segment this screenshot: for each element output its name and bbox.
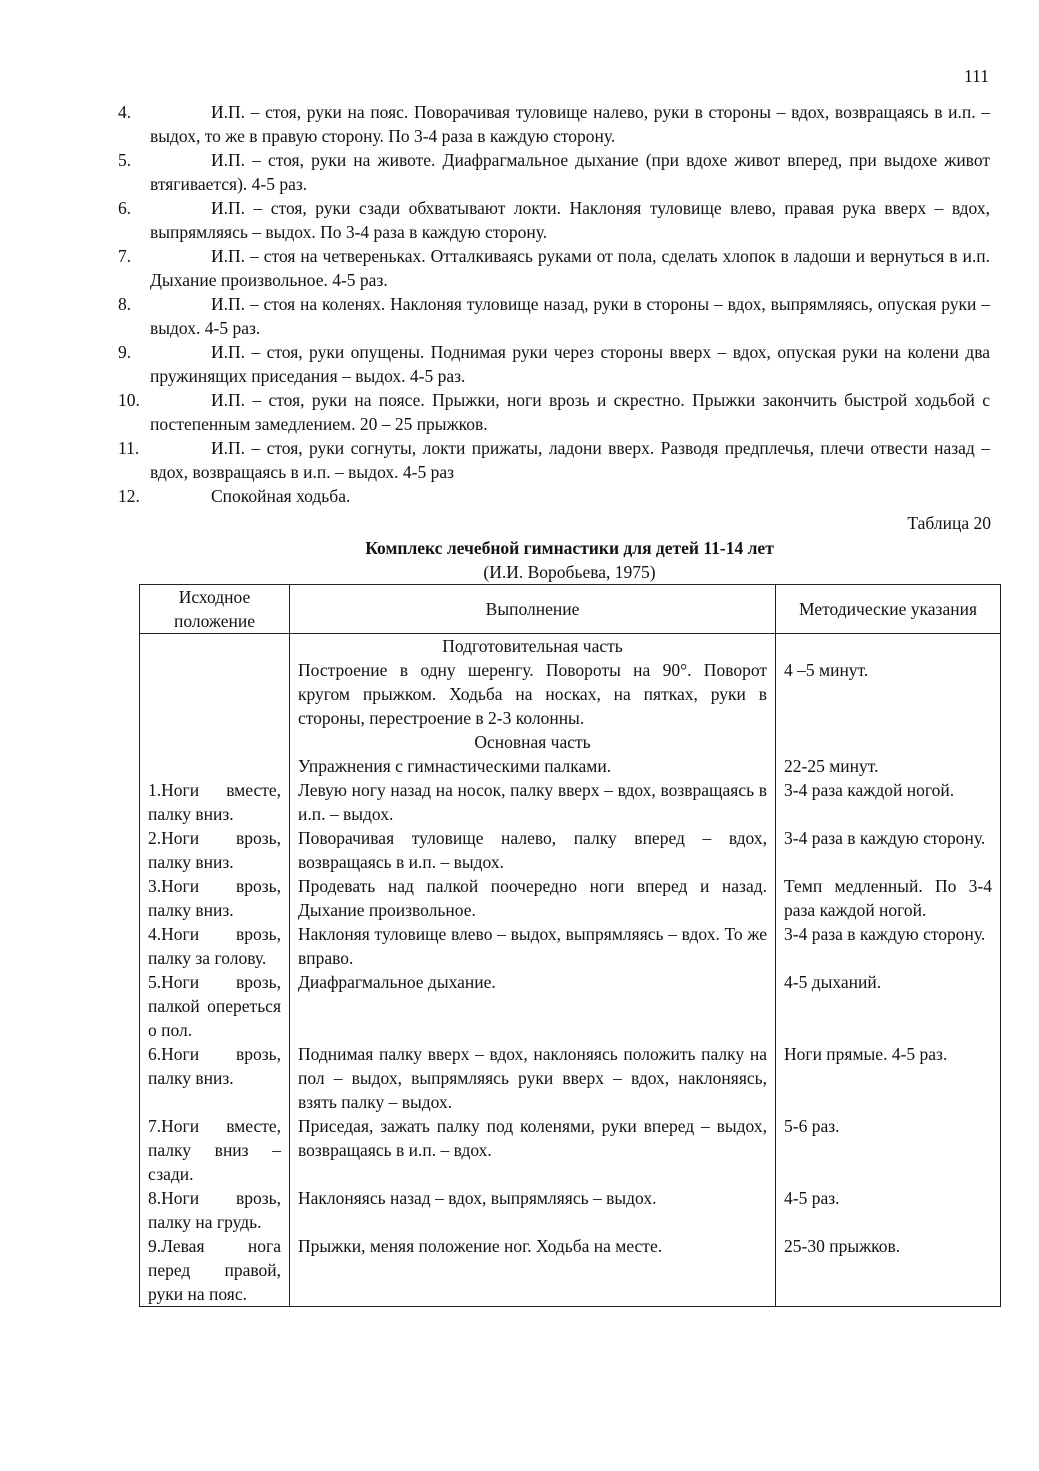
- cell-note: 3-4 раза в каждую сторону.: [776, 826, 1001, 874]
- table-row: [140, 1234, 1001, 1307]
- cell-execution: Наклоняя туловище влево – выдох, выпрямляясь – вдох. То же вправо.: [290, 922, 776, 970]
- item-text: И.П. – стоя, руки сзади обхватывают локти. Наклоняя туловище влево, правая рука вверх – вдох, выпрямляясь – выдох. По 3-4 раза в каждую сторону.: [150, 198, 990, 242]
- section-heading-main: Основная часть: [290, 730, 776, 754]
- cell-note: 5-6 раз.: [776, 1114, 1001, 1186]
- exercise-list: [118, 100, 990, 508]
- cell-execution: Продевать над палкой поочередно ноги вперед и назад. Дыхание произвольное.: [290, 874, 776, 922]
- table-row: [140, 826, 1001, 874]
- cell-empty: [140, 730, 290, 754]
- table-label: Таблица 20: [907, 513, 991, 533]
- cell-note: 4-5 раз.: [776, 1186, 1001, 1234]
- main-intro: Упражнения с гимнастическими палками.: [290, 754, 776, 778]
- cell-note: 25-30 прыжков.: [776, 1234, 1001, 1307]
- item-number: 12.: [118, 486, 140, 506]
- table-row: [140, 1186, 1001, 1234]
- item-text: И.П. – стоя, руки опущены. Поднимая руки через стороны вверх – вдох, опуская руки на колени два пружинящих приседания – выдох. 4-5 раз.: [150, 342, 990, 386]
- cell-execution: Поднимая палку вверх – вдох, наклоняясь положить палку на пол – выдох, выпрямляясь руки вверх – вдох, наклоняясь, взять палку – выдох.: [290, 1042, 776, 1114]
- list-item: [118, 292, 990, 340]
- header-guidelines: Методические указания: [776, 585, 1001, 634]
- cell-position: 4.Ноги врозь, палку за голову.: [140, 922, 290, 970]
- section-heading-prep: Подготовительная часть: [290, 634, 776, 659]
- item-number: 10.: [118, 390, 140, 410]
- table-row: [140, 1114, 1001, 1186]
- cell-empty: [140, 658, 290, 730]
- cell-note: Ноги прямые. 4-5 раз.: [776, 1042, 1001, 1114]
- page-number: 111: [964, 66, 989, 86]
- cell-position: 5.Ноги врозь, палкой опереться о пол.: [140, 970, 290, 1042]
- list-item: [118, 148, 990, 196]
- cell-position: 8.Ноги врозь, палку на грудь.: [140, 1186, 290, 1234]
- prep-text: Построение в одну шеренгу. Повороты на 90°. Поворот кругом прыжком. Ходьба на носках, на пятках, руки в стороны, перестроение в 2-3 колонны.: [290, 658, 776, 730]
- cell-empty: [140, 754, 290, 778]
- cell-position: 2.Ноги врозь, палку вниз.: [140, 826, 290, 874]
- cell-execution: Левую ногу назад на носок, палку вверх – вдох, возвращаясь в и.п. – выдох.: [290, 778, 776, 826]
- cell-position: 3.Ноги врозь, палку вниз.: [140, 874, 290, 922]
- item-number: 4.: [118, 102, 132, 122]
- cell-execution: Прыжки, меняя положение ног. Ходьба на месте.: [290, 1234, 776, 1307]
- table-row: [140, 922, 1001, 970]
- cell-empty: [776, 634, 1001, 659]
- table-title: Комплекс лечебной гимнастики для детей 11-14 лет: [365, 538, 774, 558]
- cell-empty: [776, 730, 1001, 754]
- table-row-prep: [140, 658, 1001, 730]
- header-execution: Выполнение: [290, 585, 776, 634]
- cell-execution: Приседая, зажать палку под коленями, руки вперед – выдох, возвращаясь в и.п. – вдох.: [290, 1114, 776, 1186]
- table-row: [140, 778, 1001, 826]
- table-subtitle: (И.И. Воробьева, 1975): [483, 562, 656, 582]
- cell-note: 4-5 дыханий.: [776, 970, 1001, 1042]
- item-number: 8.: [118, 294, 132, 314]
- exercise-table: [139, 584, 1001, 1307]
- cell-note: 3-4 раза в каждую сторону.: [776, 922, 1001, 970]
- item-text: И.П. – стоя, руки согнуты, локти прижаты, ладони вверх. Разводя предплечья, плечи отвести назад – вдох, возвращаясь в и.п. – выдох. 4-5 раз: [150, 438, 990, 482]
- list-item: [118, 196, 990, 244]
- table-row: [140, 874, 1001, 922]
- list-item: [118, 100, 990, 148]
- table-row: [140, 1042, 1001, 1114]
- list-item: [118, 340, 990, 388]
- list-item: [118, 484, 990, 508]
- table-row-prep-heading: [140, 634, 1001, 659]
- list-item: [118, 436, 990, 484]
- cell-note: Темп медленный. По 3-4 раза каждой ногой.: [776, 874, 1001, 922]
- prep-note: 4 –5 минут.: [776, 658, 1001, 730]
- cell-empty: [140, 634, 290, 659]
- cell-position: 1.Ноги вместе, палку вниз.: [140, 778, 290, 826]
- item-number: 5.: [118, 150, 132, 170]
- item-text: Спокойная ходьба.: [211, 486, 351, 506]
- table-row: [140, 970, 1001, 1042]
- cell-position: 6.Ноги врозь, палку вниз.: [140, 1042, 290, 1114]
- item-text: И.П. – стоя, руки на животе. Диафрагмальное дыхание (при вдохе живот вперед, при выдохе живот втягивается). 4-5 раз.: [150, 150, 990, 194]
- item-number: 11.: [118, 438, 140, 458]
- item-number: 7.: [118, 246, 132, 266]
- item-number: 6.: [118, 198, 132, 218]
- list-item: [118, 388, 990, 436]
- item-text: И.П. – стоя на коленях. Наклоняя туловище назад, руки в стороны – вдох, выпрямляясь, опуская руки – выдох. 4-5 раз.: [150, 294, 990, 338]
- cell-position: 7.Ноги вместе, палку вниз – сзади.: [140, 1114, 290, 1186]
- main-intro-note: 22-25 минут.: [776, 754, 1001, 778]
- cell-execution: Наклоняясь назад – вдох, выпрямляясь – выдох.: [290, 1186, 776, 1234]
- list-item: [118, 244, 990, 292]
- item-text: И.П. – стоя, руки на поясе. Прыжки, ноги врозь и скрестно. Прыжки закончить быстрой ходьбой с постепенным замедлением. 20 – 25 прыжков.: [150, 390, 990, 434]
- table-header-row: [140, 585, 1001, 634]
- item-text: И.П. – стоя на четвереньках. Отталкиваясь руками от пола, сделать хлопок в ладоши и вернуться в и.п. Дыхание произвольное. 4-5 раз.: [150, 246, 990, 290]
- table-row-main-heading: [140, 730, 1001, 754]
- cell-note: 3-4 раза каждой ногой.: [776, 778, 1001, 826]
- item-text: И.П. – стоя, руки на пояс. Поворачивая туловище налево, руки в стороны – вдох, возвращаясь в и.п. – выдох, то же в правую сторону. По 3-4 раза в каждую сторону.: [150, 102, 990, 146]
- table-row-main-intro: [140, 754, 1001, 778]
- cell-position: 9.Левая нога перед правой, руки на пояс.: [140, 1234, 290, 1307]
- cell-execution: Диафрагмальное дыхание.: [290, 970, 776, 1042]
- item-number: 9.: [118, 342, 132, 362]
- cell-execution: Поворачивая туловище налево, палку вперед – вдох, возвращаясь в и.п. – выдох.: [290, 826, 776, 874]
- header-initial-position: Исходное положение: [140, 585, 290, 634]
